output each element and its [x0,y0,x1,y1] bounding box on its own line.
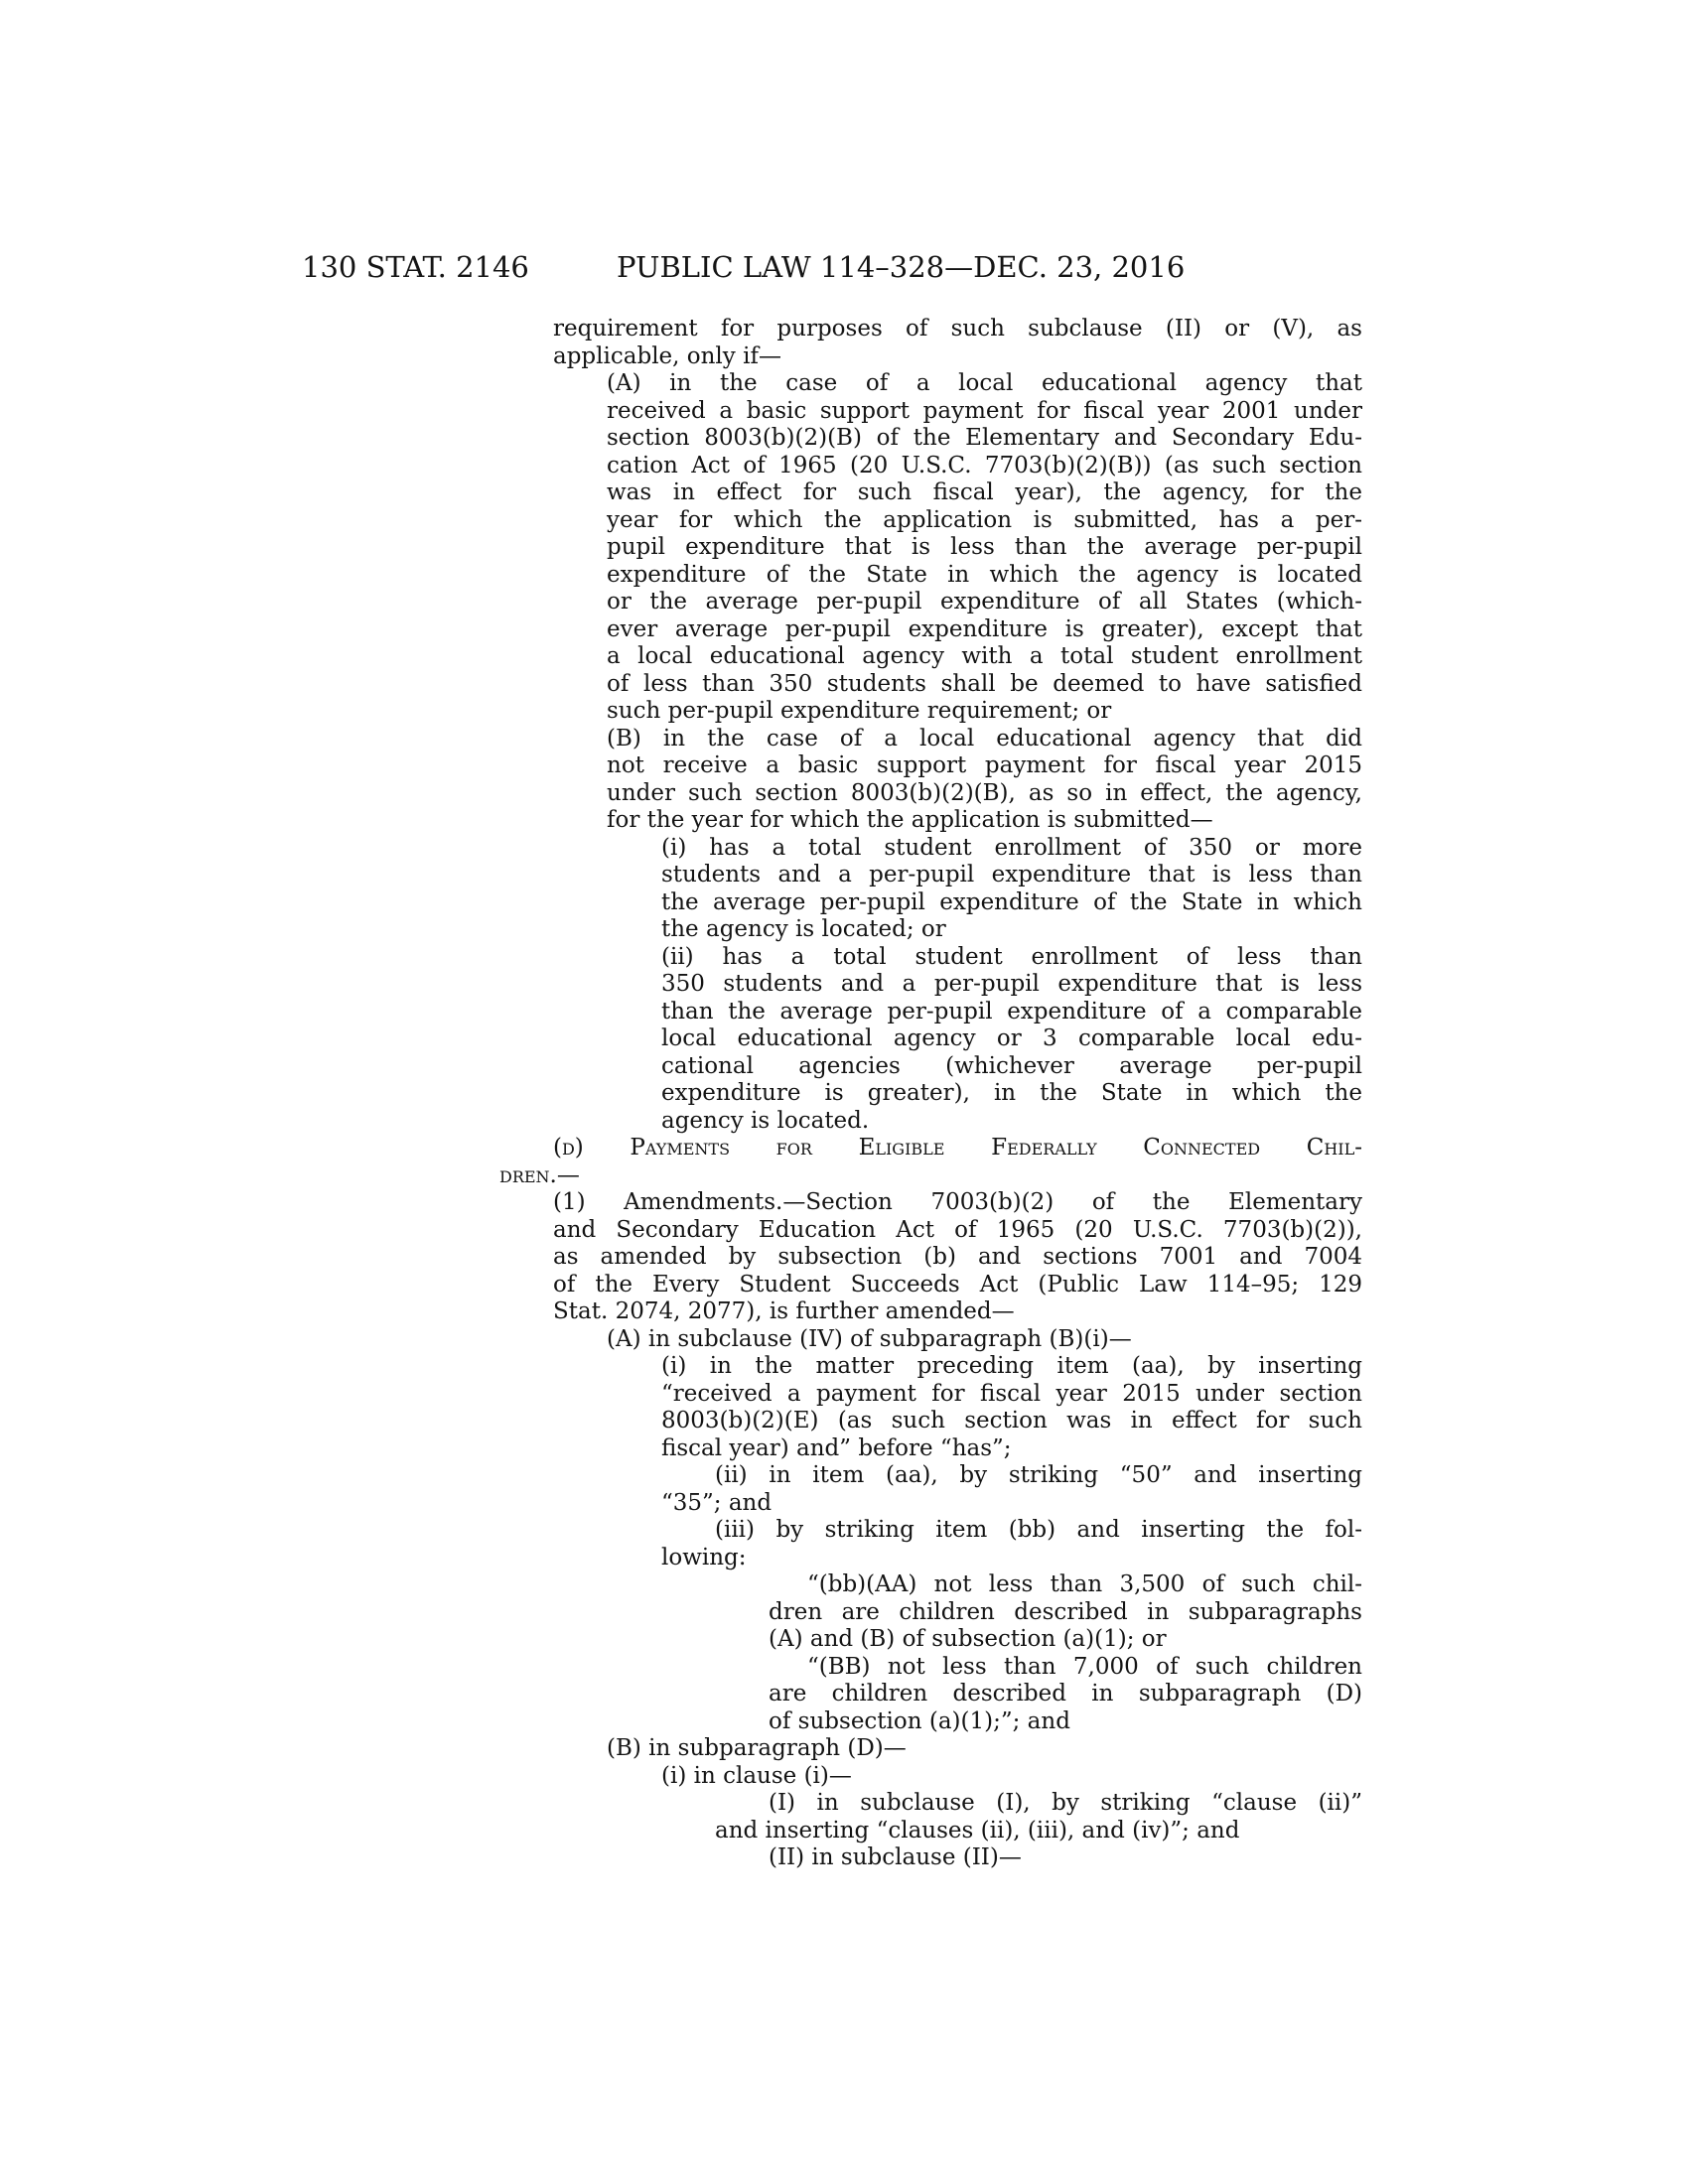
text-line: (i) in the matter preceding item (aa), by inserting [661,1353,1362,1379]
text-line: (A) in the case of a local educational agency that [607,370,1362,396]
text-line: Stat. 2074, 2077), is further amended— [553,1298,1015,1324]
text-line: and Secondary Education Act of 1965 (20 U.S.C. 7703(b)(2)), [553,1217,1362,1243]
text-line: “received a payment for fiscal year 2015 under section [661,1381,1362,1407]
text-line: pupil expenditure that is less than the average per-pupil [607,534,1362,560]
text-line: agency is located. [661,1108,870,1134]
text-line: such per-pupil expenditure requirement; or [607,698,1112,724]
text-line: expenditure is greater), in the State in which the [661,1080,1362,1106]
text-line: requirement for purposes of such subclause (II) or (V), as [553,316,1362,341]
text-line: students and a per-pupil expenditure that is less than [661,862,1362,887]
text-line: the average per-pupil expenditure of the State in which [661,889,1362,915]
text-line: received a basic support payment for fiscal year 2001 under [607,398,1362,424]
text-line: as amended by subsection (b) and sections 7001 and 7004 [553,1244,1362,1270]
text-line: of the Every Student Succeeds Act (Public Law 114–95; 129 [553,1272,1362,1297]
text-line: than the average per-pupil expenditure of a comparable [661,999,1362,1024]
text-line: for the year for which the application is submitted— [607,807,1213,833]
quoted-text-line: (A) and (B) of subsection (a)(1); or [769,1626,1167,1652]
running-title: PUBLIC LAW 114–328—DEC. 23, 2016 [617,250,1186,284]
text-line: local educational agency or 3 comparable local edu- [661,1025,1362,1051]
section-heading: (d) Payments for Eligible Federally Connected Chil- [553,1135,1362,1160]
quoted-text-line: “(bb)(AA) not less than 3,500 of such chil- [807,1571,1362,1597]
text-line: 8003(b)(2)(E) (as such section was in effect for such [661,1408,1362,1433]
text-line: a local educational agency with a total student enrollment [607,643,1362,669]
quoted-text-line: dren are children described in subparagraphs [769,1599,1362,1625]
text-line: (i) in clause (i)— [661,1763,852,1789]
text-line: applicable, only if— [553,343,781,369]
text-line: and inserting “clauses (ii), (iii), and (iv)”; and [715,1818,1240,1843]
section-heading-continued: dren.— [499,1162,580,1188]
text-line: under such section 8003(b)(2)(B), as so in effect, the agency, [607,780,1362,806]
text-line: 350 students and a per-pupil expenditure that is less [661,971,1362,997]
text-line: expenditure of the State in which the agency is located [607,562,1362,588]
text-line: of less than 350 students shall be deemed to have satisfied [607,671,1362,697]
text-line: was in effect for such fiscal year), the agency, for the [607,479,1362,505]
text-line: (B) in subparagraph (D)— [607,1735,907,1761]
text-line: section 8003(b)(2)(B) of the Elementary and Secondary Edu- [607,425,1362,451]
text-line: (1) Amendments.—Section 7003(b)(2) of the Elementary [553,1189,1362,1215]
text-line: not receive a basic support payment for fiscal year 2015 [607,752,1362,778]
text-line: lowing: [661,1545,747,1570]
text-line: (II) in subclause (II)— [769,1844,1022,1870]
text-line: fiscal year) and” before “has”; [661,1435,1012,1461]
text-line: cation Act of 1965 (20 U.S.C. 7703(b)(2)(B)) (as such section [607,453,1362,478]
text-line: (B) in the case of a local educational agency that did [607,726,1362,751]
text-line: “35”; and [661,1490,773,1516]
text-line: (ii) in item (aa), by striking “50” and inserting [715,1462,1362,1488]
text-line: or the average per-pupil expenditure of all States (which- [607,589,1362,614]
text-line: (iii) by striking item (bb) and inserting the fol- [715,1517,1362,1543]
text-line: ever average per-pupil expenditure is greater), except that [607,616,1362,642]
quoted-text-line: of subsection (a)(1);”; and [769,1708,1070,1734]
text-line: (I) in subclause (I), by striking “clause (ii)” [769,1790,1362,1816]
text-line: (i) has a total student enrollment of 350 or more [661,835,1362,861]
stat-page-number: 130 STAT. 2146 [302,250,529,284]
quoted-text-line: “(BB) not less than 7,000 of such children [807,1654,1362,1680]
text-line: cational agencies (whichever average per-pupil [661,1053,1362,1079]
text-line: year for which the application is submitted, has a per- [607,507,1362,533]
text-line: (ii) has a total student enrollment of less than [661,944,1362,970]
text-line: (A) in subclause (IV) of subparagraph (B)(i)— [607,1326,1132,1352]
quoted-text-line: are children described in subparagraph (D) [769,1681,1362,1706]
text-line: the agency is located; or [661,916,946,942]
